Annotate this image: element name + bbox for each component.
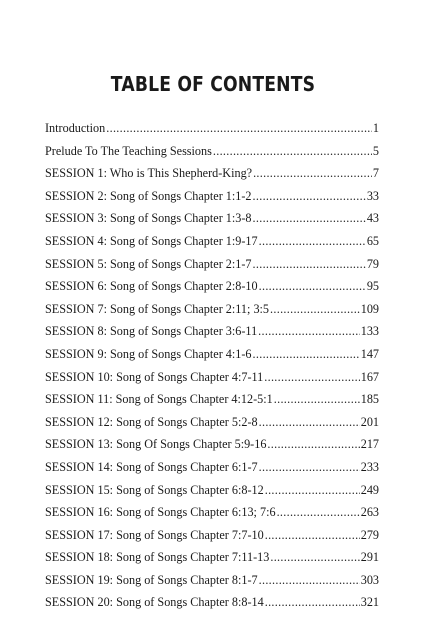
dot-leader — [267, 437, 359, 452]
dot-leader — [259, 234, 366, 249]
dot-leader — [253, 257, 366, 272]
dot-leader — [259, 460, 360, 475]
toc-entry-page-number: 217 — [360, 437, 379, 452]
dot-leader — [265, 483, 360, 498]
toc-entry-label: SESSION 17: Song of Songs Chapter 7:7-10 — [45, 527, 264, 542]
dot-leader — [259, 573, 360, 588]
toc-entry — [45, 211, 379, 234]
toc-entry — [45, 573, 379, 596]
toc-list — [45, 121, 379, 618]
toc-entry — [45, 528, 379, 551]
dot-leader — [259, 415, 360, 430]
toc-entry — [45, 189, 379, 212]
toc-entry-page-number: 185 — [360, 392, 379, 407]
dot-leader — [253, 211, 366, 226]
toc-entry — [45, 595, 379, 618]
toc-entry-label: SESSION 6: Song of Songs Chapter 2:8-10 — [45, 279, 258, 294]
toc-entry-page-number: 133 — [360, 324, 379, 339]
toc-entry-label: SESSION 9: Song of Songs Chapter 4:1-6 — [45, 346, 252, 361]
toc-entry — [45, 234, 379, 257]
toc-entry — [45, 460, 379, 483]
toc-entry-label: SESSION 10: Song of Songs Chapter 4:7-11 — [45, 369, 264, 384]
toc-entry-page-number: 95 — [366, 279, 379, 294]
dot-leader — [274, 392, 360, 407]
toc-entry-page-number: 7 — [372, 166, 379, 181]
page-title: TABLE OF CONTENTS — [110, 72, 316, 96]
toc-entry — [45, 324, 379, 347]
toc-entry — [45, 302, 379, 325]
toc-entry-label: SESSION 16: Song of Songs Chapter 6:13; 7:6 — [45, 505, 276, 520]
toc-entry — [45, 279, 379, 302]
dot-leader — [253, 189, 366, 204]
dot-leader — [265, 595, 360, 610]
dot-leader — [270, 302, 360, 317]
toc-entry-label: SESSION 11: Song of Songs Chapter 4:12-5:1 — [45, 392, 273, 407]
toc-entry-label: SESSION 14: Song of Songs Chapter 6:1-7 — [45, 459, 258, 474]
toc-entry — [45, 257, 379, 280]
toc-entry — [45, 505, 379, 528]
toc-entry-page-number: 321 — [360, 595, 379, 610]
toc-entry-page-number: 303 — [360, 572, 379, 587]
toc-entry — [45, 483, 379, 506]
toc-entry-page-number: 249 — [360, 482, 379, 497]
toc-entry — [45, 437, 379, 460]
toc-entry-label: SESSION 1: Who is This Shepherd-King? — [45, 166, 253, 181]
dot-leader — [277, 505, 360, 520]
dot-leader — [213, 144, 372, 159]
toc-entry — [45, 166, 379, 189]
toc-entry-page-number: 43 — [366, 211, 379, 226]
toc-entry — [45, 550, 379, 573]
toc-entry-page-number: 167 — [360, 369, 379, 384]
toc-entry-page-number: 291 — [360, 550, 379, 565]
dot-leader — [264, 370, 359, 385]
toc-entry-label: SESSION 7: Song of Songs Chapter 2:11; 3:5 — [45, 301, 270, 316]
toc-entry — [45, 415, 379, 438]
dot-leader — [259, 279, 366, 294]
toc-entry — [45, 144, 379, 167]
toc-entry-page-number: 79 — [366, 256, 379, 271]
toc-entry-label: SESSION 19: Song of Songs Chapter 8:1-7 — [45, 572, 258, 587]
dot-leader — [265, 528, 360, 543]
toc-entry-page-number: 65 — [366, 233, 379, 248]
dot-leader — [253, 347, 360, 362]
toc-entry-page-number: 147 — [360, 346, 379, 361]
toc-entry-page-number: 233 — [360, 459, 379, 474]
toc-entry-page-number: 1 — [372, 121, 379, 135]
toc-entry-page-number: 5 — [372, 143, 379, 158]
dot-leader — [106, 121, 372, 136]
toc-entry-label: SESSION 18: Song of Songs Chapter 7:11-13 — [45, 550, 270, 565]
toc-entry — [45, 392, 379, 415]
dot-leader — [253, 166, 372, 181]
toc-entry-label: SESSION 5: Song of Songs Chapter 2:1-7 — [45, 256, 252, 271]
toc-entry-label: Prelude To The Teaching Sessions — [45, 143, 212, 158]
toc-entry-label: SESSION 15: Song of Songs Chapter 6:8-12 — [45, 482, 264, 497]
toc-entry-label: SESSION 12: Song of Songs Chapter 5:2-8 — [45, 414, 258, 429]
toc-entry-label: Introduction — [45, 121, 106, 135]
toc-entry — [45, 347, 379, 370]
toc-entry-label: SESSION 8: Song of Songs Chapter 3:6-11 — [45, 324, 258, 339]
toc-entry-label: SESSION 2: Song of Songs Chapter 1:1-2 — [45, 188, 252, 203]
toc-entry-label: SESSION 20: Song of Songs Chapter 8:8-14 — [45, 595, 264, 610]
toc-entry-label: SESSION 4: Song of Songs Chapter 1:9-17 — [45, 233, 258, 248]
toc-entry-page-number: 109 — [360, 301, 379, 316]
toc-entry — [45, 121, 379, 144]
toc-entry-page-number: 279 — [360, 527, 379, 542]
toc-entry-page-number: 33 — [366, 188, 379, 203]
toc-entry-page-number: 201 — [360, 414, 379, 429]
dot-leader — [270, 550, 359, 565]
toc-entry — [45, 370, 379, 393]
toc-entry-page-number: 263 — [360, 505, 379, 520]
toc-entry-label: SESSION 13: Song Of Songs Chapter 5:9-16 — [45, 437, 267, 452]
dot-leader — [258, 324, 360, 339]
toc-entry-label: SESSION 3: Song of Songs Chapter 1:3-8 — [45, 211, 252, 226]
